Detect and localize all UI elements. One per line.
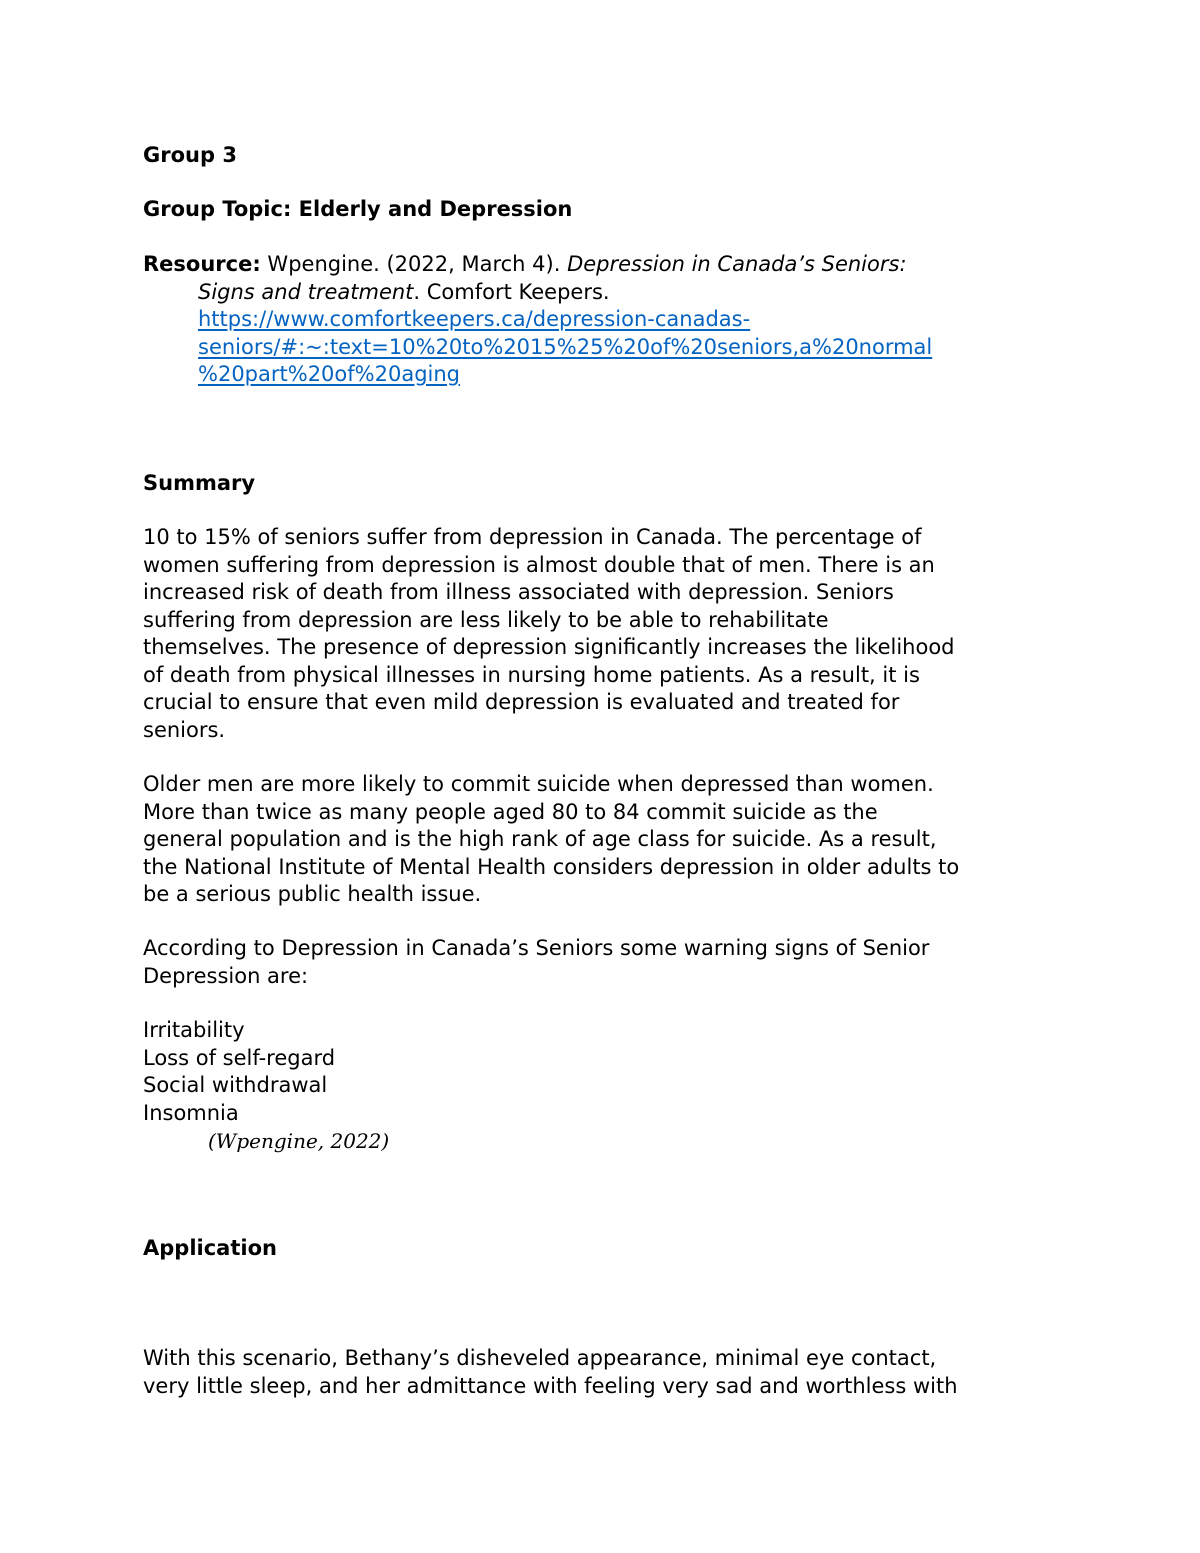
summary-p1-line: crucial to ensure that even mild depression is evaluated and treated for — [143, 690, 900, 714]
summary-paragraph-2 — [143, 771, 959, 909]
in-text-citation: (Wpengine, 2022) — [208, 1129, 390, 1153]
resource-url-line3[interactable]: %20part%20of%20aging — [198, 362, 461, 386]
summary-heading: Summary — [143, 471, 256, 495]
application-line: With this scenario, Bethany’s disheveled appearance, minimal eye contact, — [143, 1346, 937, 1370]
summary-p3-line: According to Depression in Canada’s Seniors some warning signs of Senior — [143, 936, 930, 960]
warning-sign-item: Insomnia — [143, 1100, 239, 1125]
warning-sign-item: Irritability — [143, 1018, 245, 1042]
application-paragraph — [143, 1345, 958, 1400]
resource-publisher: . Comfort Keepers. — [413, 279, 610, 304]
group-label: Group 3 — [143, 143, 237, 167]
summary-p2-line: the National Institute of Mental Health considers depression in older adults to — [143, 854, 960, 879]
summary-p2-line: More than twice as many people aged 80 to 84 commit suicide as the — [143, 799, 878, 824]
warning-sign-item: Social withdrawal — [143, 1073, 328, 1097]
summary-p2-line: Older men are more likely to commit suicide when depressed than women. — [143, 772, 934, 796]
resource-title-line1: Depression in Canada’s Seniors: — [567, 252, 907, 276]
summary-paragraph-1 — [143, 524, 955, 744]
resource-title-line2: Signs and treatment — [198, 279, 414, 304]
summary-p2-line: be a serious public health issue. — [143, 882, 482, 906]
summary-p3-line: Depression are: — [143, 963, 309, 988]
summary-p1-line: 10 to 15% of seniors suffer from depression in Canada. The percentage of — [143, 525, 922, 549]
summary-p1-line: themselves. The presence of depression significantly increases the likelihood — [143, 635, 955, 659]
group-topic: Group Topic: Elderly and Depression — [143, 197, 573, 221]
summary-p2-line: general population and is the high rank of age class for suicide. As a result, — [143, 827, 937, 851]
resource-citation — [143, 251, 932, 389]
application-heading: Application — [143, 1236, 277, 1260]
warning-signs-list — [143, 1017, 335, 1127]
summary-paragraph-3 — [143, 935, 929, 990]
resource-author-date: Wpengine. (2022, March 4). — [260, 252, 568, 276]
summary-p1-line: suffering from depression are less likely to be able to rehabilitate — [143, 607, 829, 632]
application-line: very little sleep, and her admittance with feeling very sad and worthless with — [143, 1373, 958, 1398]
summary-p1-line: seniors. — [143, 717, 226, 742]
warning-sign-item: Loss of self-regard — [143, 1045, 336, 1070]
resource-url-line2[interactable]: seniors/#:~:text=10%20to%2015%25%20of%20seniors,a%20normal — [198, 334, 933, 359]
summary-p1-line: of death from physical illnesses in nursing home patients. As a result, it is — [143, 662, 920, 687]
summary-p1-line: increased risk of death from illness associated with depression. Seniors — [143, 580, 894, 604]
resource-label: Resource: — [143, 252, 261, 276]
resource-url-line1[interactable]: https://www.comfortkeepers.ca/depression-canadas- — [198, 307, 751, 331]
summary-p1-line: women suffering from depression is almost double that of men. There is an — [143, 552, 935, 577]
